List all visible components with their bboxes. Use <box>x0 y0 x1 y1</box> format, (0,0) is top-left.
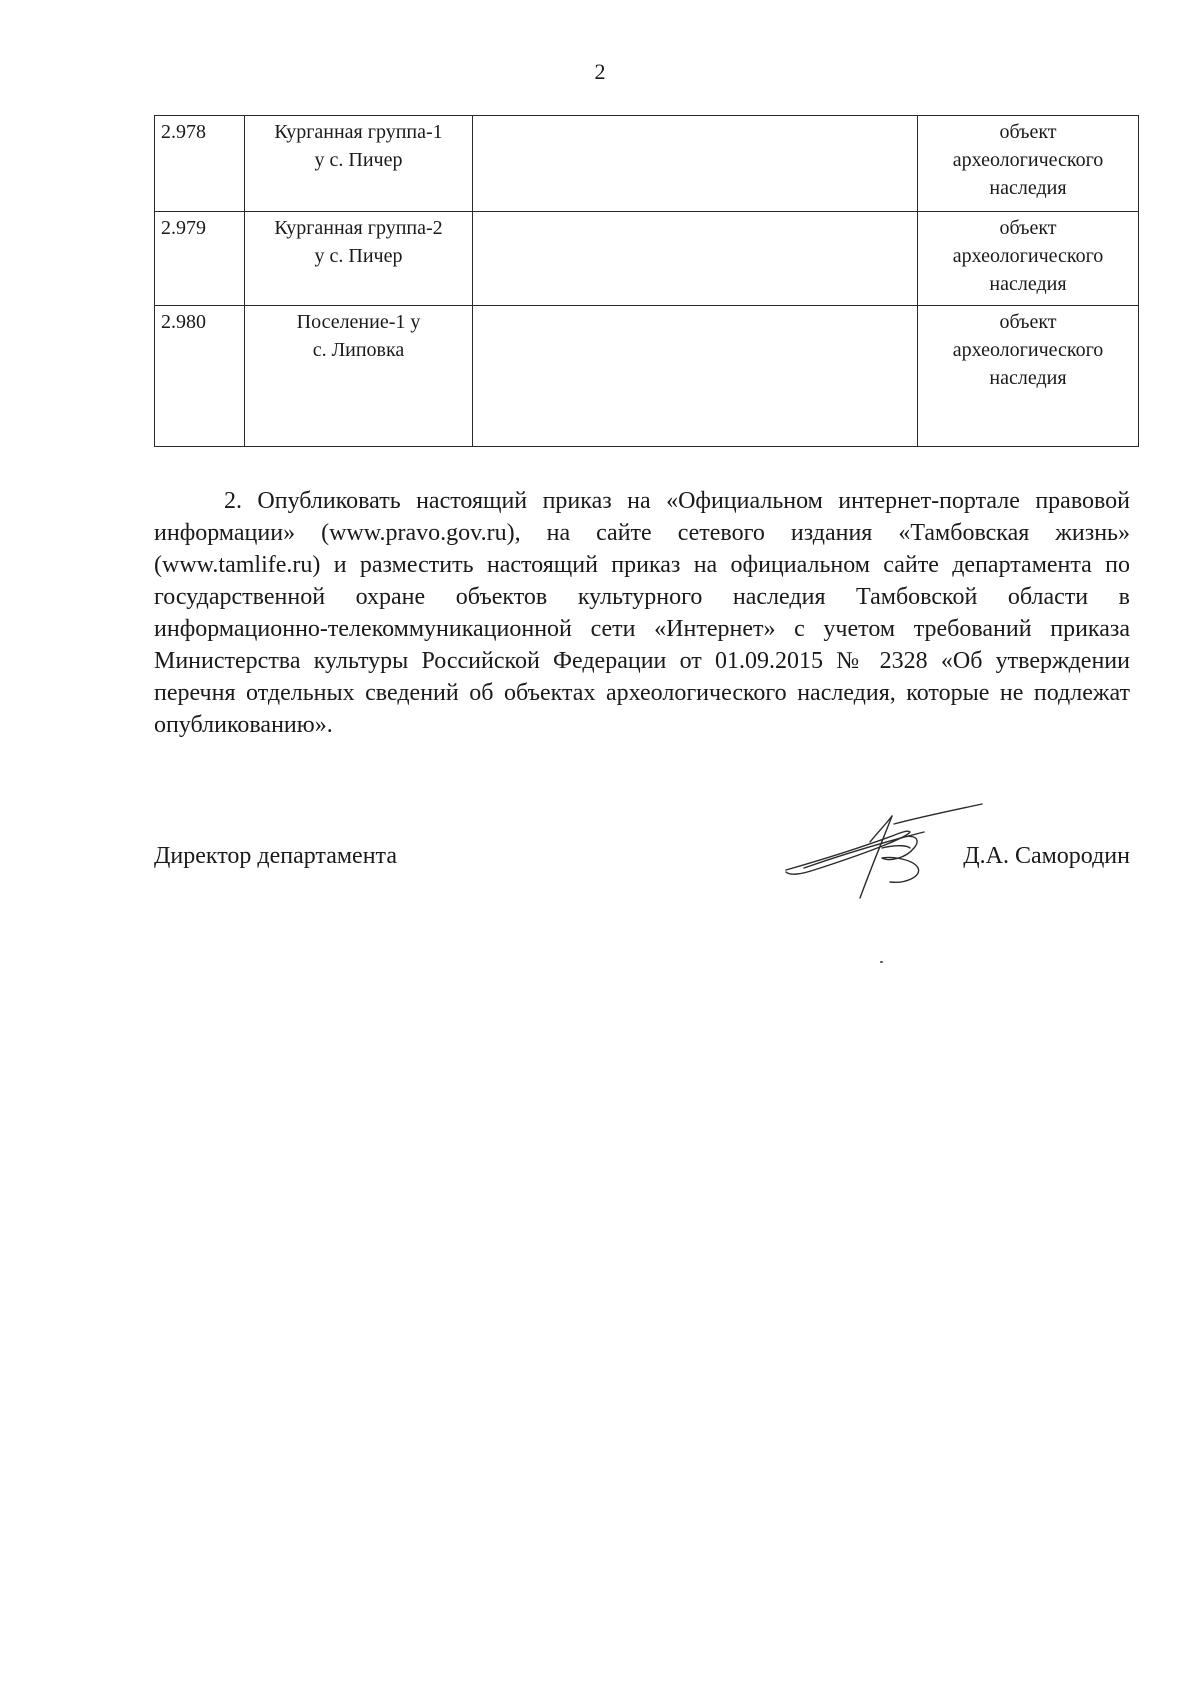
publication-paragraph: 2. Опубликовать настоящий приказ на «Официальном интернет-портале правовой информации» (www.pravo.gov.ru), на сайте сетевого издания «Тамбовская жизнь» (www.tamlife.ru) и разместить настоящий приказ на официальном сайте департамента по государственной охране объектов культурного наследия Тамбовской области в информационно-телекоммуникационной сети «Интернет» с учетом требований приказа Министерства культуры Российской Федерации от 01.09.2015 № 2328 «Об утверждении перечня отдельных сведений об объектах археологического наследия, которые не подлежат опубликованию». <box>154 488 1130 738</box>
object-location <box>473 116 918 212</box>
object-name-line: с. Липовка <box>312 339 405 361</box>
object-category <box>918 212 1139 306</box>
table-row <box>155 306 1139 447</box>
object-name-line: Курганная группа-1 <box>274 121 443 143</box>
object-category-line: объект <box>999 121 1057 143</box>
table-row <box>155 116 1139 212</box>
object-category <box>918 306 1139 447</box>
object-name <box>245 306 473 447</box>
object-category-line: наследия <box>989 367 1067 389</box>
handwritten-signature <box>774 802 984 912</box>
object-category <box>918 116 1139 212</box>
object-location <box>473 306 918 447</box>
object-name-line: у с. Пичер <box>314 149 403 171</box>
object-number: 2.980 <box>155 306 245 447</box>
object-category-line: археологического <box>952 339 1104 361</box>
signature-block <box>154 830 1130 920</box>
heritage-objects-table <box>154 115 1139 447</box>
object-name-line: у с. Пичер <box>314 245 403 267</box>
object-name <box>245 212 473 306</box>
object-category-line: объект <box>999 217 1057 239</box>
object-name-line: Курганная группа-2 <box>274 217 443 239</box>
object-number: 2.978 <box>155 116 245 212</box>
object-location <box>473 212 918 306</box>
page-number: 2 <box>594 59 606 84</box>
object-category-line: наследия <box>989 177 1067 199</box>
object-name <box>245 116 473 212</box>
scan-speck <box>880 961 883 963</box>
signer-name: Д.А. Самородин <box>963 843 1130 869</box>
object-category-line: археологического <box>952 149 1104 171</box>
object-category-line: объект <box>999 311 1057 333</box>
object-category-line: археологического <box>952 245 1104 267</box>
object-name-line: Поселение-1 у <box>296 311 421 333</box>
object-number: 2.979 <box>155 212 245 306</box>
table-row <box>155 212 1139 306</box>
signer-title: Директор департамента <box>154 843 397 869</box>
object-category-line: наследия <box>989 273 1067 295</box>
